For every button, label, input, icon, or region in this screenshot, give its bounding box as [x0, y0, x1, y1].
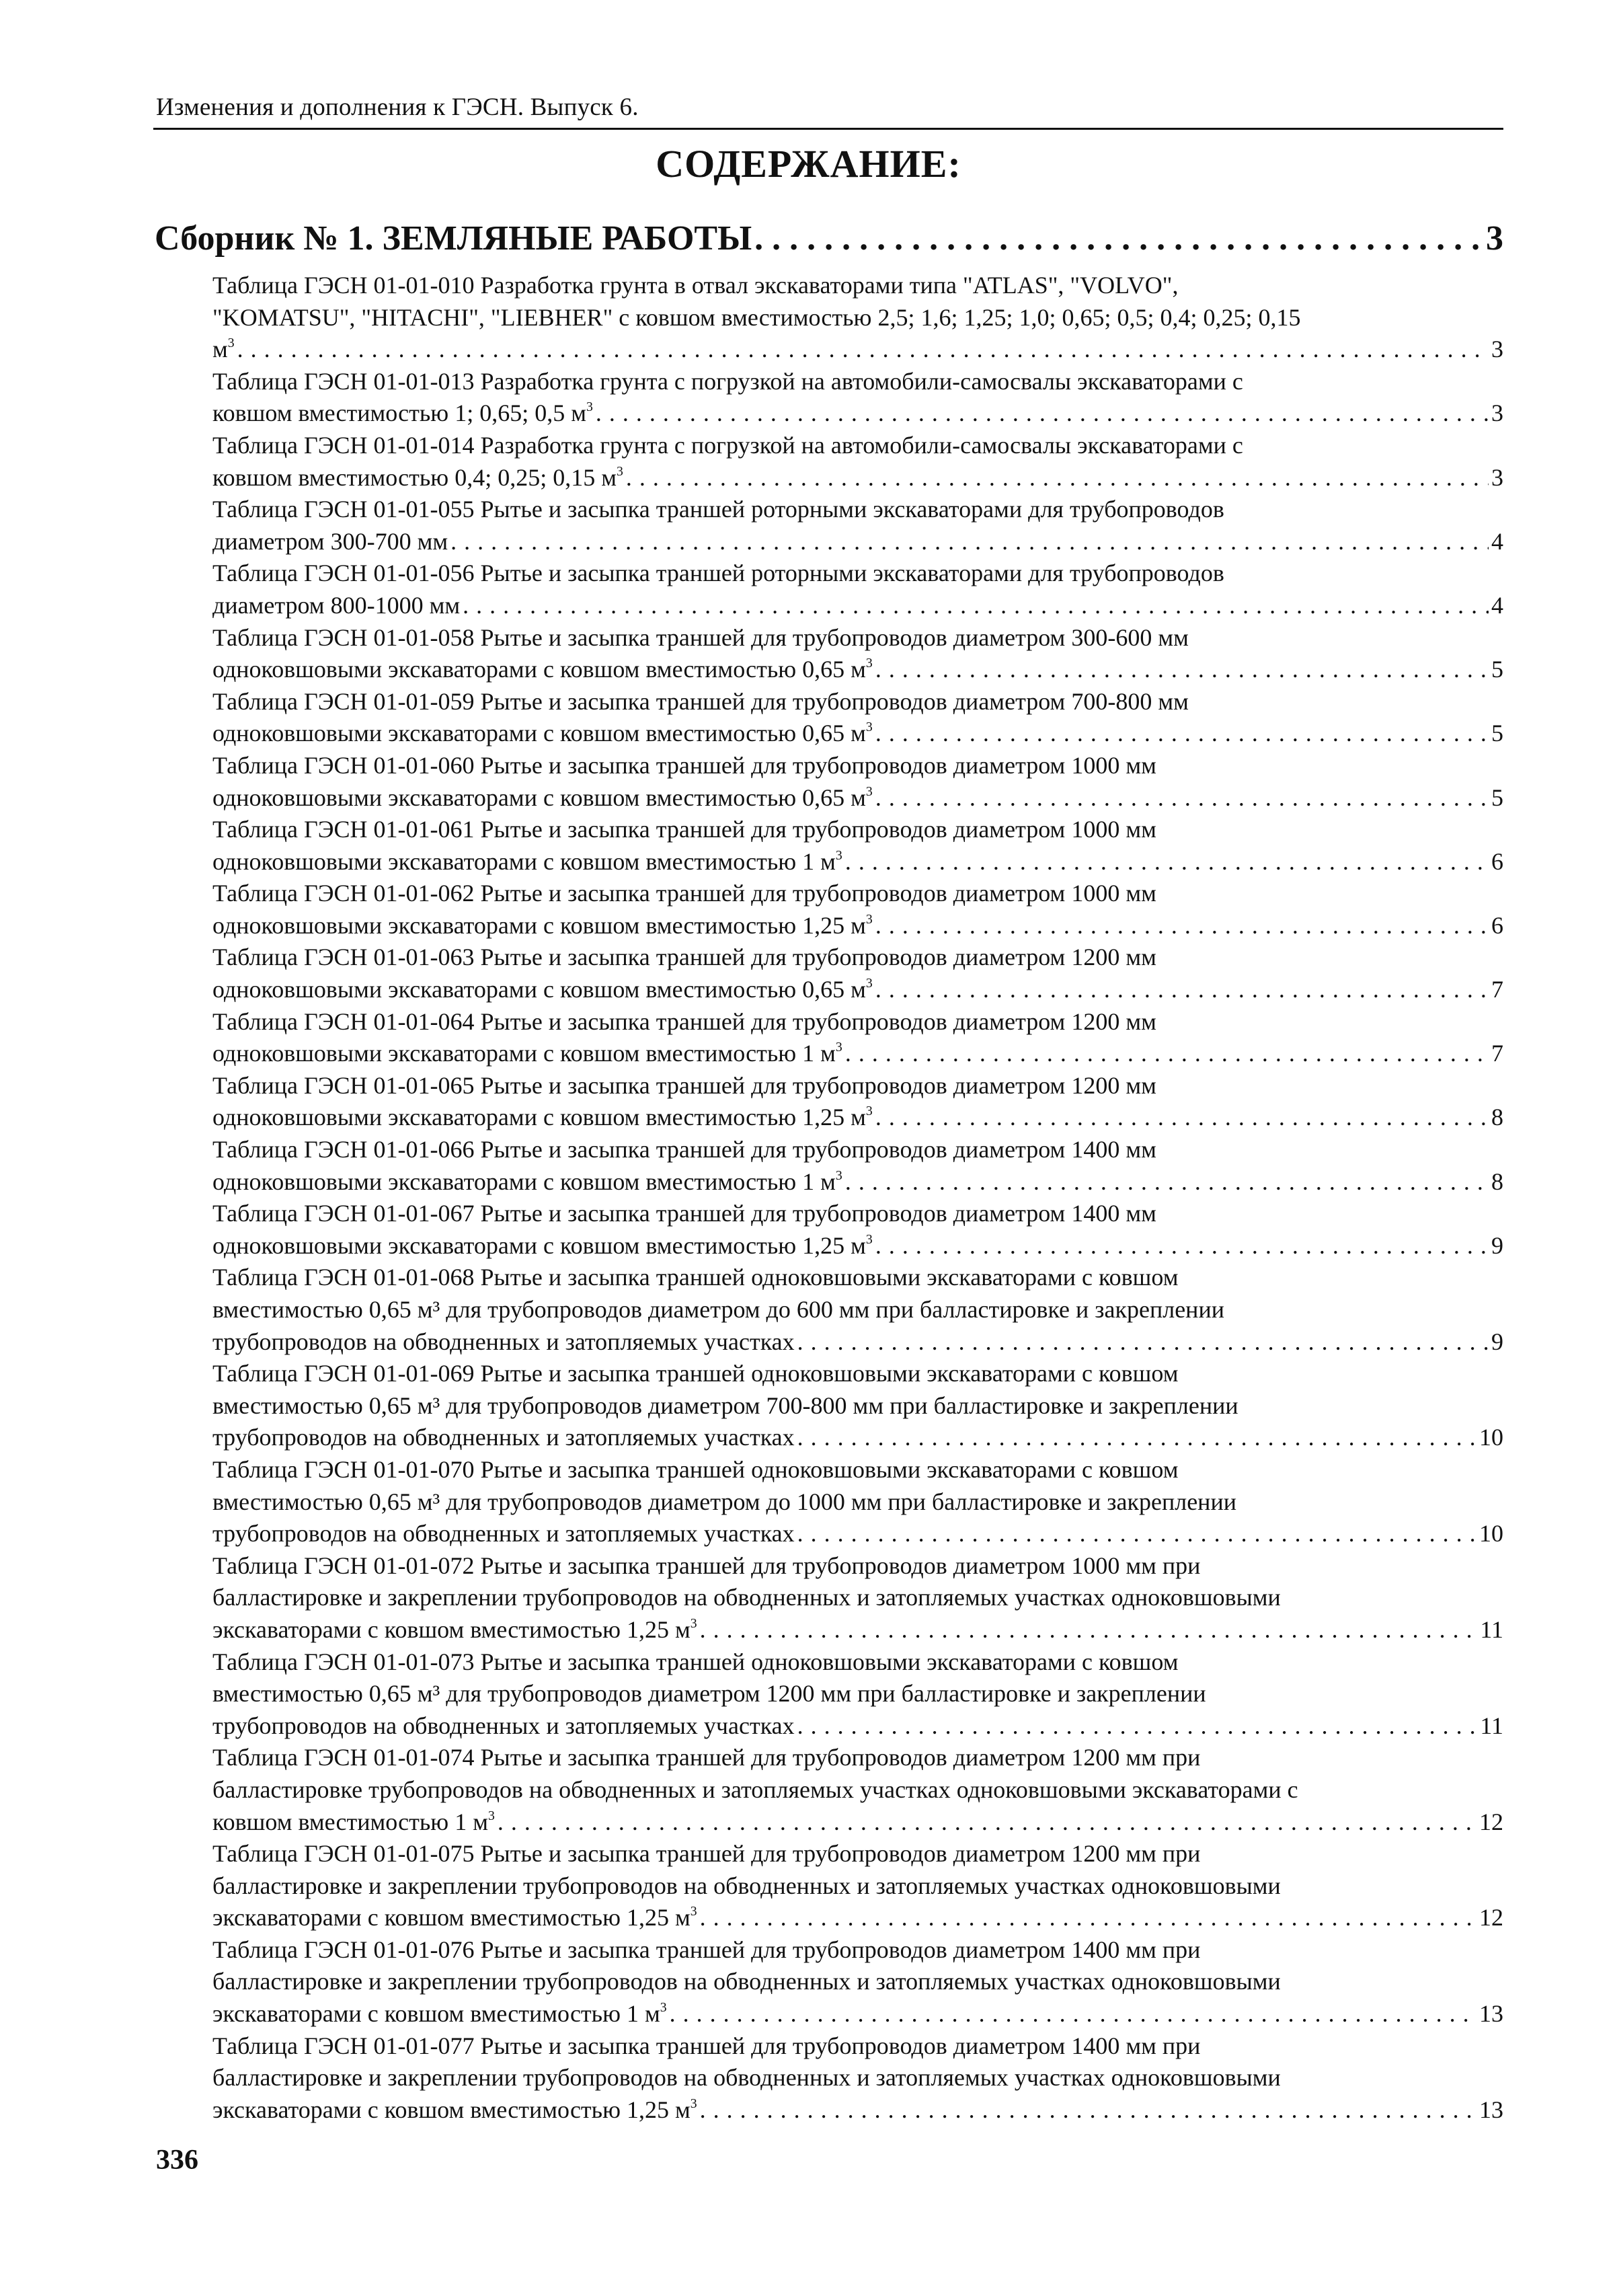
toc-entry[interactable]	[212, 686, 1503, 750]
toc-entry-page: 13	[1479, 2096, 1503, 2123]
toc-entry[interactable]	[212, 942, 1503, 1005]
toc-entry-last-line	[212, 1518, 1503, 1550]
unit-exponent: 3	[835, 1168, 842, 1183]
toc-entry-text	[212, 846, 842, 878]
toc-entry-text	[212, 1518, 795, 1550]
toc-entry[interactable]	[212, 270, 1503, 366]
toc-entry-text-part: одноковшовыми экскаваторами с ковшом вместимостью 0,65 м	[212, 656, 866, 683]
toc-entry[interactable]	[212, 1198, 1503, 1262]
toc-entry-text	[212, 462, 623, 494]
unit-exponent: 3	[865, 912, 873, 927]
toc-entry[interactable]	[212, 494, 1503, 558]
toc-entry-line: Таблица ГЭСН 01-01-056 Рытье и засыпка траншей роторными экскаваторами для трубопроводов	[212, 560, 1224, 587]
toc-entry-text	[212, 1710, 795, 1743]
unit-exponent: 3	[690, 1904, 697, 1919]
toc-entry-last-line	[212, 1902, 1503, 1934]
toc-entry-text-part: одноковшовыми экскаваторами с ковшом вместимостью 0,65 м	[212, 720, 866, 747]
toc-entry-text	[212, 526, 448, 558]
toc-entry-line: балластировке и закреплении трубопроводов на обводненных и затопляемых участках одноковшовыми	[212, 1872, 1281, 1899]
toc-entry-page: 5	[1491, 720, 1503, 747]
toc-entry-line: Таблица ГЭСН 01-01-059 Рытье и засыпка траншей для трубопроводов диаметром 700-800 мм	[212, 687, 1189, 715]
toc-entry-last-line	[212, 1166, 1503, 1198]
toc-entry-line: балластировке и закреплении трубопроводов на обводненных и затопляемых участках одноковшовыми	[212, 2064, 1281, 2092]
toc-entry-last-line	[212, 718, 1503, 750]
toc-entry-page: 9	[1491, 1328, 1503, 1355]
dot-leader	[626, 462, 1489, 494]
toc-entry-last-line	[212, 590, 1503, 622]
toc-entry-line: Таблица ГЭСН 01-01-077 Рытье и засыпка траншей для трубопроводов диаметром 1400 мм при	[212, 2032, 1201, 2059]
toc-entry-page: 7	[1491, 976, 1503, 1003]
toc-entry-line: Таблица ГЭСН 01-01-075 Рытье и засыпка траншей для трубопроводов диаметром 1200 мм при	[212, 1840, 1201, 1868]
dot-leader	[463, 590, 1489, 622]
dot-leader	[845, 1166, 1489, 1198]
toc-entry-text-part: одноковшовыми экскаваторами с ковшом вместимостью 1,25 м	[212, 1104, 866, 1131]
unit-exponent: 3	[865, 1104, 873, 1119]
dot-leader	[875, 718, 1489, 750]
toc-entry-page: 6	[1491, 911, 1503, 939]
toc-entry-last-line	[212, 846, 1503, 878]
dot-leader	[670, 1998, 1476, 2030]
toc-entry-page: 7	[1491, 1040, 1503, 1067]
toc-entry[interactable]	[212, 1454, 1503, 1550]
toc-entry-line: Таблица ГЭСН 01-01-069 Рытье и засыпка траншей одноковшовыми экскаваторами с ковшом	[212, 1360, 1179, 1387]
unit-exponent: 3	[835, 847, 842, 863]
unit-exponent: 3	[865, 720, 873, 735]
toc-entry-last-line	[212, 782, 1503, 814]
toc-entry-text-part: трубопроводов на обводненных и затопляемых участках	[212, 1520, 795, 1547]
toc-title: СОДЕРЖАНИЕ:	[656, 142, 961, 186]
toc-entry-text	[212, 1326, 795, 1359]
toc-entry-line: вместимостью 0,65 м³ для трубопроводов диаметром 1200 мм при балластировке и закреплении	[212, 1680, 1206, 1708]
toc-entry-text	[212, 334, 235, 366]
toc-entry-text	[212, 1038, 842, 1070]
toc-entry-page: 3	[1491, 336, 1503, 363]
toc-entry-line: балластировке и закреплении трубопроводов на обводненных и затопляемых участках одноковшовыми	[212, 1968, 1281, 1995]
toc-entry-last-line	[212, 526, 1503, 558]
toc-entry-text	[212, 782, 873, 814]
toc-entry-line: балластировке трубопроводов на обводненных и затопляемых участках одноковшовыми экскаваторами с	[212, 1775, 1298, 1803]
toc-entry-line: Таблица ГЭСН 01-01-064 Рытье и засыпка траншей для трубопроводов диаметром 1200 мм	[212, 1007, 1156, 1035]
toc-entry[interactable]	[212, 750, 1503, 814]
toc-entry-last-line	[212, 1038, 1503, 1070]
toc-entry-page: 6	[1491, 847, 1503, 875]
unit-exponent: 3	[616, 463, 623, 479]
toc-entry-text-part: трубопроводов на обводненных и затопляемых участках	[212, 1328, 795, 1355]
toc-entry[interactable]	[212, 430, 1503, 494]
dot-leader	[237, 334, 1489, 366]
dot-leader	[875, 974, 1489, 1006]
toc-entry-text	[212, 1998, 667, 2030]
dot-leader	[754, 219, 1483, 258]
toc-entry[interactable]	[212, 1134, 1503, 1198]
toc-entry[interactable]	[212, 366, 1503, 430]
toc-entry-last-line	[212, 1998, 1503, 2030]
toc-entry-page: 10	[1479, 1520, 1503, 1547]
toc-entry-page: 13	[1479, 2000, 1503, 2028]
toc-entry-page: 12	[1479, 1808, 1503, 1835]
toc-entry-page: 11	[1480, 1712, 1503, 1739]
toc-entry[interactable]	[212, 1262, 1503, 1358]
toc-entry-text	[212, 1806, 495, 1839]
toc-entry-text-part: трубопроводов на обводненных и затопляемых участках	[212, 1424, 795, 1451]
toc-entry-page: 3	[1491, 399, 1503, 427]
toc-entry-text	[212, 910, 873, 942]
toc-entry-text-part: одноковшовыми экскаваторами с ковшом вместимостью 1 м	[212, 847, 836, 875]
toc-entry[interactable]	[212, 1934, 1503, 2030]
toc-entry-last-line	[212, 1326, 1503, 1359]
running-header: Изменения и дополнения к ГЭСН. Выпуск 6.	[156, 93, 639, 121]
unit-exponent: 3	[690, 2096, 697, 2111]
toc-entry-line: Таблица ГЭСН 01-01-066 Рытье и засыпка траншей для трубопроводов диаметром 1400 мм	[212, 1136, 1156, 1163]
toc-entry-text-part: диаметром 300-700 мм	[212, 527, 448, 555]
toc-entry-text	[212, 1166, 842, 1198]
toc-entry-line: Таблица ГЭСН 01-01-058 Рытье и засыпка траншей для трубопроводов диаметром 300-600 мм	[212, 623, 1189, 651]
toc-entry-text	[212, 1230, 873, 1262]
toc-entry-line: Таблица ГЭСН 01-01-061 Рытье и засыпка траншей для трубопроводов диаметром 1000 мм	[212, 816, 1156, 843]
toc-entry[interactable]	[212, 622, 1503, 686]
dot-leader	[875, 1230, 1489, 1262]
toc-entry-text-part: ковшом вместимостью 1 м	[212, 1808, 488, 1835]
toc-entry-text-part: экскаваторами с ковшом вместимостью 1,25 м	[212, 1615, 691, 1643]
toc-entry-page: 4	[1491, 527, 1503, 555]
toc-entry-text-part: экскаваторами с ковшом вместимостью 1,25 м	[212, 1904, 691, 1931]
toc-entry-line: Таблица ГЭСН 01-01-068 Рытье и засыпка траншей одноковшовыми экскаваторами с ковшом	[212, 1264, 1179, 1291]
toc-entry-text	[212, 1102, 873, 1134]
toc-entry-text	[212, 1614, 697, 1646]
toc-entry-text-part: экскаваторами с ковшом вместимостью 1 м	[212, 2000, 660, 2028]
unit-exponent: 3	[835, 1040, 842, 1055]
toc-entry-text-part: м	[212, 336, 228, 363]
toc-entry[interactable]	[212, 1006, 1503, 1070]
toc-entry-text-part: одноковшовыми экскаваторами с ковшом вместимостью 0,65 м	[212, 783, 866, 811]
toc-entry-text	[212, 2094, 697, 2127]
toc-entry-page: 9	[1491, 1231, 1503, 1259]
toc-entry-line: Таблица ГЭСН 01-01-055 Рытье и засыпка траншей роторными экскаваторами для трубопроводов	[212, 496, 1224, 523]
dot-leader	[450, 526, 1489, 558]
toc-entry[interactable]	[212, 558, 1503, 621]
toc-entry-text-part: диаметром 800-1000 мм	[212, 591, 461, 619]
toc-entry-line: "KOMATSU", "HITACHI", "LIEBHER" с ковшом вместимостью 2,5; 1,6; 1,25; 1,0; 0,65; 0,5; 0,4; 0,25; 0,15	[212, 303, 1301, 331]
dot-leader	[596, 397, 1489, 430]
toc-entry-text	[212, 974, 873, 1006]
dot-leader	[700, 1902, 1476, 1934]
toc-entry-text	[212, 718, 873, 750]
toc-entry-text-part: одноковшовыми экскаваторами с ковшом вместимостью 1 м	[212, 1168, 836, 1195]
unit-exponent: 3	[660, 2000, 667, 2016]
toc-entry-last-line	[212, 462, 1503, 494]
unit-exponent: 3	[865, 783, 873, 799]
dot-leader	[875, 782, 1489, 814]
toc-entry-last-line	[212, 1614, 1503, 1646]
dot-leader	[875, 910, 1489, 942]
toc-entry-line: Таблица ГЭСН 01-01-014 Разработка грунта с погрузкой на автомобили-самосвалы экскаваторами с	[212, 431, 1243, 459]
toc-entry-last-line	[212, 910, 1503, 942]
dot-leader	[797, 1518, 1476, 1550]
toc-entry[interactable]	[212, 1742, 1503, 1838]
toc-entry-last-line	[212, 1806, 1503, 1839]
dot-leader	[875, 1102, 1489, 1134]
toc-entry-text	[212, 590, 460, 622]
toc-entry-text-part: одноковшовыми экскаваторами с ковшом вместимостью 1,25 м	[212, 911, 866, 939]
dot-leader	[797, 1326, 1489, 1359]
toc-entry-line: вместимостью 0,65 м³ для трубопроводов диаметром до 600 мм при балластировке и закреплении	[212, 1296, 1224, 1323]
toc-entry-text-part: одноковшовыми экскаваторами с ковшом вместимостью 0,65 м	[212, 976, 866, 1003]
toc-entry-last-line	[212, 654, 1503, 686]
toc-entry-line: Таблица ГЭСН 01-01-076 Рытье и засыпка траншей для трубопроводов диаметром 1400 мм при	[212, 1936, 1201, 1963]
dot-leader	[498, 1806, 1476, 1839]
toc-entry-text-part: трубопроводов на обводненных и затопляемых участках	[212, 1712, 795, 1739]
toc-entry-line: Таблица ГЭСН 01-01-065 Рытье и засыпка траншей для трубопроводов диаметром 1200 мм	[212, 1071, 1156, 1099]
unit-exponent: 3	[865, 1231, 873, 1247]
dot-leader	[700, 2094, 1476, 2127]
toc-entry-last-line	[212, 2094, 1503, 2127]
toc-entry-page: 12	[1479, 1904, 1503, 1931]
toc-entry[interactable]	[212, 814, 1503, 878]
dot-leader	[845, 1038, 1489, 1070]
unit-exponent: 3	[690, 1616, 697, 1632]
toc-entry-line: балластировке и закреплении трубопроводов на обводненных и затопляемых участках одноковшовыми	[212, 1584, 1281, 1611]
toc-entry-line: Таблица ГЭСН 01-01-074 Рытье и засыпка траншей для трубопроводов диаметром 1200 мм при	[212, 1744, 1201, 1771]
toc-entry-page: 4	[1491, 591, 1503, 619]
toc-entry[interactable]	[212, 2030, 1503, 2127]
toc-entry[interactable]	[212, 878, 1503, 942]
toc-entry-text	[212, 1902, 697, 1934]
toc-entry-text	[212, 654, 873, 686]
unit-exponent: 3	[865, 656, 873, 671]
toc-entry[interactable]	[212, 1646, 1503, 1743]
toc-entry-text	[212, 397, 593, 430]
dot-leader	[875, 654, 1489, 686]
dot-leader	[797, 1422, 1476, 1454]
collection-page: 3	[1486, 219, 1503, 258]
toc-entry-page: 8	[1491, 1168, 1503, 1195]
toc-entry-line: вместимостью 0,65 м³ для трубопроводов диаметром до 1000 мм при балластировке и закреплении	[212, 1488, 1236, 1515]
toc-entry-text-part: одноковшовыми экскаваторами с ковшом вместимостью 1,25 м	[212, 1231, 866, 1259]
toc-entry-last-line	[212, 974, 1503, 1006]
unit-exponent: 3	[487, 1808, 495, 1823]
unit-exponent: 3	[865, 976, 873, 991]
toc-entry-text-part: экскаваторами с ковшом вместимостью 1,25 м	[212, 2096, 691, 2123]
toc-entry-line: Таблица ГЭСН 01-01-070 Рытье и засыпка траншей одноковшовыми экскаваторами с ковшом	[212, 1455, 1179, 1483]
toc-entry-page: 5	[1491, 783, 1503, 811]
toc-entry-text-part: ковшом вместимостью 0,4; 0,25; 0,15 м	[212, 463, 617, 491]
toc-entry-page: 3	[1491, 463, 1503, 491]
toc-entry-line: Таблица ГЭСН 01-01-067 Рытье и засыпка траншей для трубопроводов диаметром 1400 мм	[212, 1200, 1156, 1227]
header-rule	[153, 128, 1503, 130]
unit-exponent: 3	[227, 336, 235, 351]
toc-entry-page: 10	[1479, 1424, 1503, 1451]
toc-entry-last-line	[212, 1422, 1503, 1454]
toc-entry-line: Таблица ГЭСН 01-01-060 Рытье и засыпка траншей для трубопроводов диаметром 1000 мм	[212, 751, 1156, 779]
dot-leader	[797, 1710, 1478, 1743]
toc-entry-page: 5	[1491, 656, 1503, 683]
toc-entry[interactable]	[212, 1070, 1503, 1134]
toc-entry-text	[212, 1422, 795, 1454]
toc-entry-text-part: ковшом вместимостью 1; 0,65; 0,5 м	[212, 399, 586, 427]
toc-entry-page: 11	[1480, 1615, 1503, 1643]
toc-entry[interactable]	[212, 1838, 1503, 1934]
toc-entry[interactable]	[212, 1550, 1503, 1646]
toc-entry-last-line	[212, 1710, 1503, 1743]
table-of-contents	[155, 219, 1503, 2126]
toc-entry-line: Таблица ГЭСН 01-01-073 Рытье и засыпка траншей одноковшовыми экскаваторами с ковшом	[212, 1648, 1179, 1675]
page-number: 336	[156, 2145, 198, 2176]
toc-entry-text-part: одноковшовыми экскаваторами с ковшом вместимостью 1 м	[212, 1040, 836, 1067]
collection-title: Сборник № 1. ЗЕМЛЯНЫЕ РАБОТЫ	[155, 219, 752, 258]
collection-heading[interactable]	[155, 219, 1503, 270]
toc-entry-page: 8	[1491, 1104, 1503, 1131]
dot-leader	[845, 846, 1489, 878]
toc-entry-line: Таблица ГЭСН 01-01-063 Рытье и засыпка траншей для трубопроводов диаметром 1200 мм	[212, 944, 1156, 971]
toc-entry-line: вместимостью 0,65 м³ для трубопроводов диаметром 700-800 мм при балластировке и закреплении	[212, 1391, 1238, 1419]
toc-entry-last-line	[212, 397, 1503, 430]
toc-entry-line: Таблица ГЭСН 01-01-072 Рытье и засыпка траншей для трубопроводов диаметром 1000 мм при	[212, 1552, 1201, 1579]
dot-leader	[700, 1614, 1478, 1646]
toc-entry-line: Таблица ГЭСН 01-01-013 Разработка грунта с погрузкой на автомобили-самосвалы экскаваторами с	[212, 367, 1243, 395]
toc-entry-line: Таблица ГЭСН 01-01-062 Рытье и засыпка траншей для трубопроводов диаметром 1000 мм	[212, 880, 1156, 907]
toc-entry[interactable]	[212, 1358, 1503, 1454]
toc-entry-last-line	[212, 334, 1503, 366]
toc-entry-line: Таблица ГЭСН 01-01-010 Разработка грунта в отвал экскаваторами типа "ATLAS", "VOLVO",	[212, 272, 1179, 299]
toc-entries	[212, 270, 1503, 2126]
toc-entry-last-line	[212, 1102, 1503, 1134]
toc-entry-last-line	[212, 1230, 1503, 1262]
unit-exponent: 3	[586, 399, 593, 415]
